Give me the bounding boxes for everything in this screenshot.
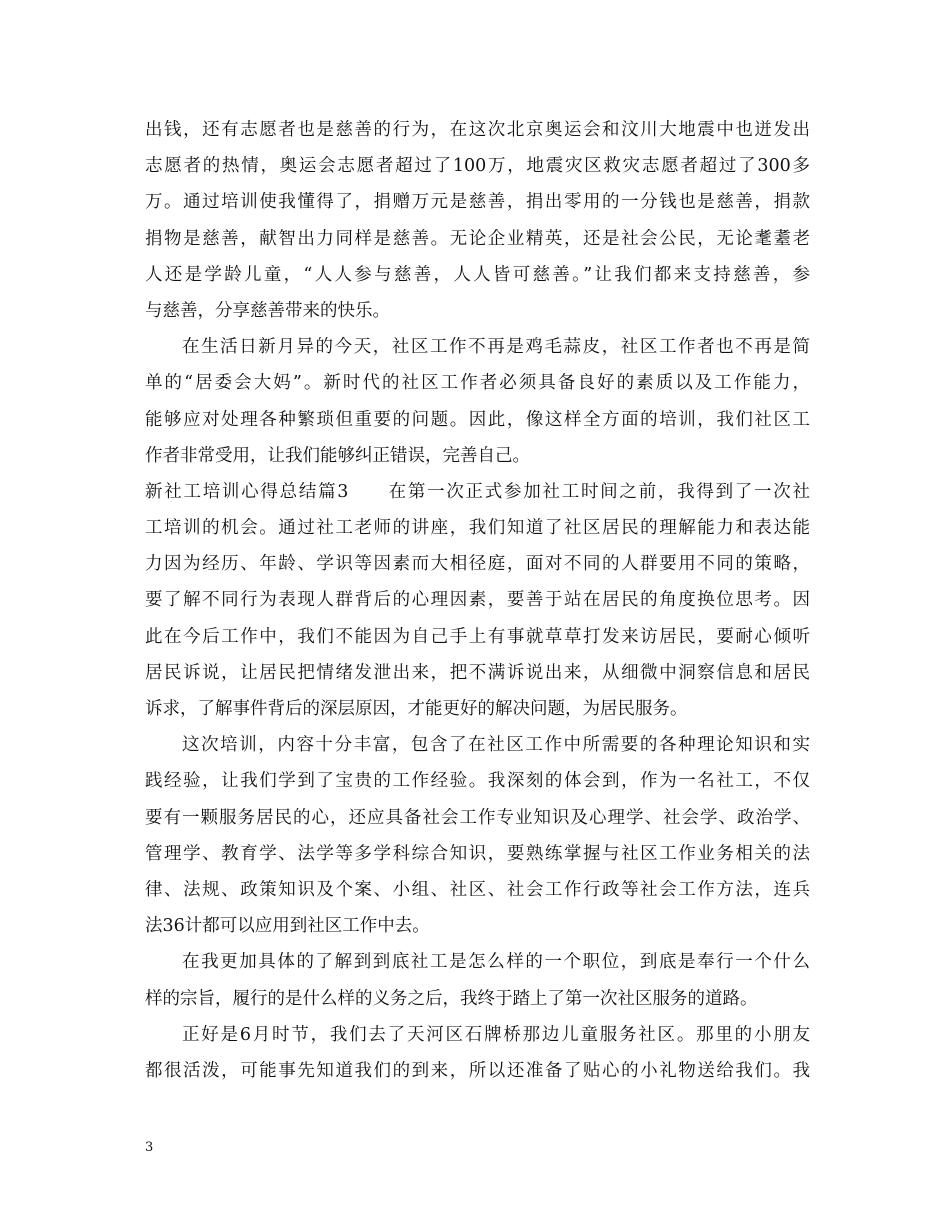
text-line-21: 管理学、教育学、法学等多学科综合知识，要熟练掌握与社区工作业务相关的法 bbox=[145, 843, 810, 864]
text-line-23: 法36计都可以应用到社区工作中去。 bbox=[145, 916, 430, 937]
text-line-2: 志愿者的热情，奥运会志愿者超过了100万，地震灾区救灾志愿者超过了300多 bbox=[145, 156, 810, 177]
text-line-19: 践经验，让我们学到了宝贵的工作经验。我深刻的体会到，作为一名社工，不仅 bbox=[145, 771, 810, 792]
text-line-18: 这次培训，内容十分丰富，包含了在社区工作中所需要的各种理论知识和实 bbox=[182, 735, 810, 756]
page-number: 3 bbox=[145, 1140, 154, 1155]
text-line-7: 在生活日新月异的今天，社区工作不再是鸡毛蒜皮，社区工作者也不再是简 bbox=[182, 337, 810, 358]
text-line-27: 都很活泼，可能事先知道我们的到来，所以还准备了贴心的小礼物送给我们。我 bbox=[145, 1060, 810, 1081]
text-line-12: 工培训的机会。通过社工老师的讲座，我们知道了社区居民的理解能力和表达能 bbox=[145, 518, 810, 539]
text-line-10: 作者非常受用，让我们能够纠正错误，完善自己。 bbox=[145, 445, 530, 466]
section-heading-line: 新社工培训心得总结篇3 在第一次正式参加社工时间之前，我得到了一次社 bbox=[145, 481, 810, 502]
text-line-3: 万。通过培训使我懂得了，捐赠万元是慈善，捐出零用的一分钱也是慈善，捐款 bbox=[145, 192, 810, 213]
text-line-9: 能够应对处理各种繁琐但重要的问题。因此，像这样全方面的培训，我们社区工 bbox=[145, 409, 810, 430]
text-line-22: 律、法规、政策知识及个案、小组、社区、社会工作行政等社会工作方法，连兵 bbox=[145, 879, 810, 900]
body-text bbox=[145, 112, 810, 1089]
text-line-4: 捐物是慈善，献智出力同样是慈善。无论企业精英，还是社会公民，无论耄耋老 bbox=[145, 228, 810, 249]
text-line-24: 在我更加具体的了解到到底社工是怎么样的一个职位，到底是奉行一个什么 bbox=[182, 952, 810, 973]
text-line-25: 样的宗旨，履行的是什么样的义务之后，我终于踏上了第一次社区服务的道路。 bbox=[145, 988, 758, 1009]
text-line-5: 人还是学龄儿童，“人人参与慈善，人人皆可慈善。”让我们都来支持慈善，参 bbox=[145, 264, 810, 285]
text-line-20: 要有一颗服务居民的心，还应具备社会工作专业知识及心理学、社会学、政治学、 bbox=[145, 807, 810, 828]
text-line-26: 正好是6月时节，我们去了天河区石牌桥那边儿童服务社区。那里的小朋友 bbox=[182, 1024, 810, 1045]
text-line-16: 居民诉说，让居民把情绪发泄出来，把不满诉说出来，从细微中洞察信息和居民 bbox=[145, 662, 810, 683]
text-line-14: 要了解不同行为表现人群背后的心理因素，要善于站在居民的角度换位思考。因 bbox=[145, 590, 810, 611]
text-line-15: 此在今后工作中，我们不能因为自己手上有事就草草打发来访居民，要耐心倾听 bbox=[145, 626, 810, 647]
text-line-17: 诉求，了解事件背后的深层原因，才能更好的解决问题，为居民服务。 bbox=[145, 699, 688, 719]
text-line-1: 出钱，还有志愿者也是慈善的行为，在这次北京奥运会和汶川大地震中也迸发出 bbox=[145, 120, 810, 140]
text-line-8: 单的“居委会大妈”。新时代的社区工作者必须具备良好的素质以及工作能力， bbox=[145, 373, 810, 394]
text-line-6: 与慈善，分享慈善带来的快乐。 bbox=[145, 300, 390, 321]
text-line-13: 力因为经历、年龄、学识等因素而大相径庭，面对不同的人群要用不同的策略， bbox=[145, 554, 810, 575]
